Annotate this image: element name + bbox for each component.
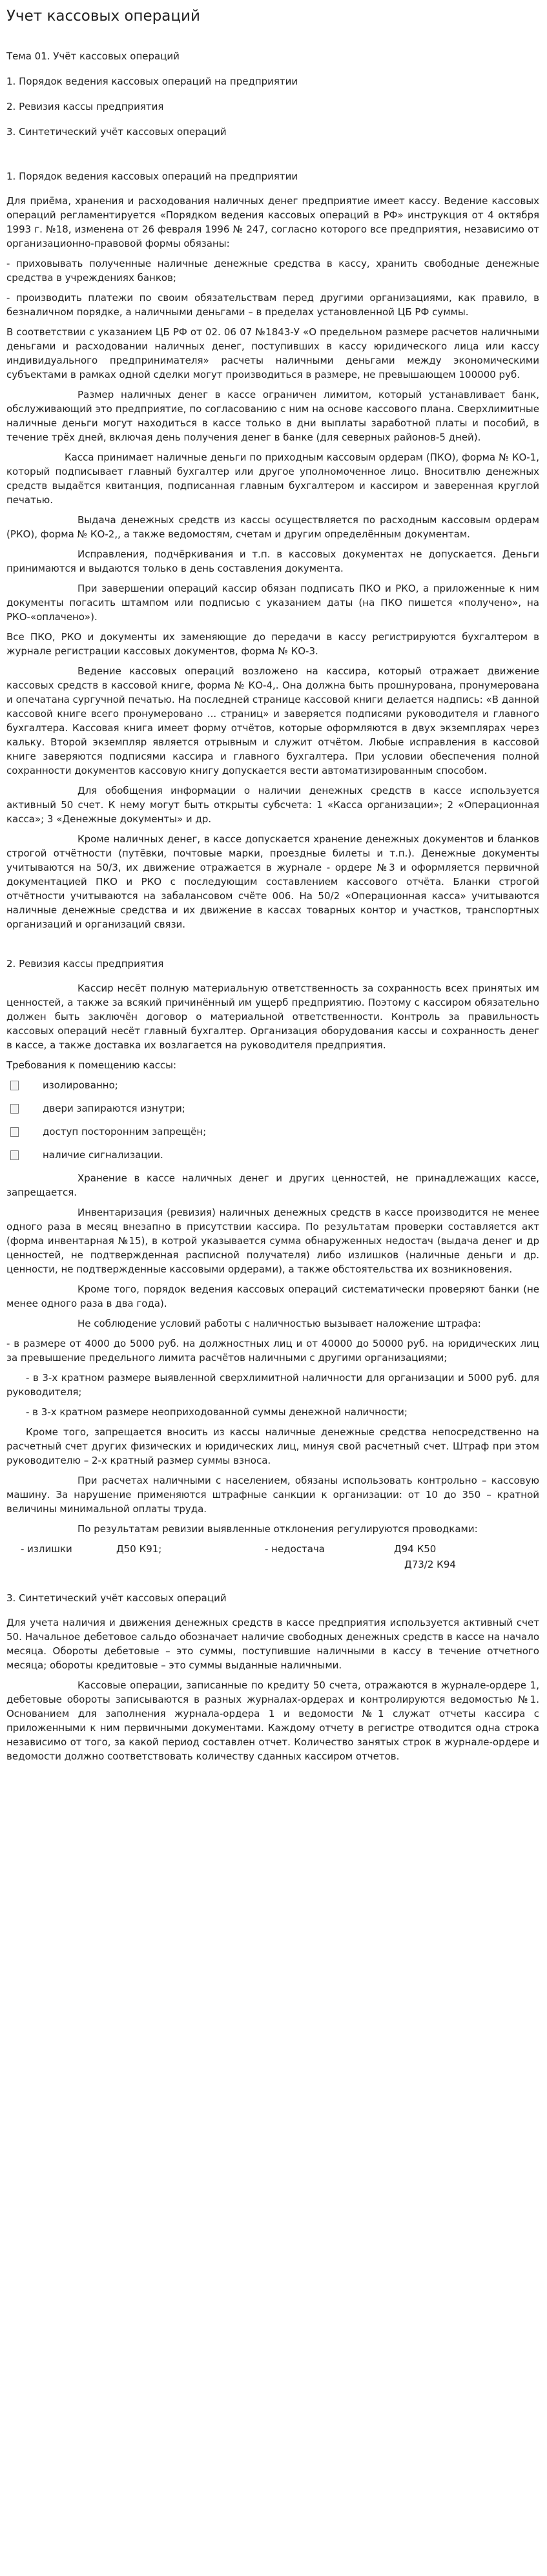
shortage-entry: Д73/2 К94 xyxy=(404,1559,456,1570)
accounting-entries xyxy=(6,1542,539,1556)
surplus-label: - излишки xyxy=(21,1543,72,1555)
requirements-title: Требования к помещению кассы: xyxy=(6,1059,177,1071)
list-item: изолированно; xyxy=(6,1078,539,1092)
shortage-label: - недостача xyxy=(265,1543,325,1555)
paragraph: Исправления, подчёркивания и т.п. в кассовых документах не допускается. Деньги принимаются и выдаются только в день составления документа. xyxy=(6,548,539,574)
requirements-list xyxy=(6,1078,539,1162)
paragraph: Кассовые операции, записанные по кредиту 50 счета, отражаются в журнале-ордере 1, дебетовые обороты записываются в разных журналах-ордерах и контролируются ведомостью №1. Основанием для заполнения журнала-ордера 1 и ведомости №1 служат отчеты кассира с приложенными к ним первичными документами. Каждому отчету в регистре отводится одна строка независимо от того, за какой период составлен отчет. Количество занятых строк в журнале-ордере и ведомости должно соответствовать количеству сданных кассиром отчетов. xyxy=(6,1679,539,1762)
paragraph: Для обобщения информации о наличии денежных средств в кассе используется активный 50 счет. К нему могут быть открыты субсчета: 1 «Касса организации»; 2 «Операционная касса»; 3 «Денежные документы» и др. xyxy=(6,785,539,825)
paragraph: Не соблюдение условий работы с наличностью вызывает наложение штрафа: xyxy=(77,1318,481,1329)
section-1 xyxy=(6,169,539,931)
list-item: двери запираются изнутри; xyxy=(6,1101,539,1116)
paragraph: - в 3-х кратном размере выявленной сверхлимитной наличности для организации и 5000 руб. для руководителя; xyxy=(6,1372,539,1398)
bullet-icon xyxy=(10,1127,19,1137)
paragraph: Кроме того, запрещается вносить из кассы наличные денежные средства непосредственно на расчетный счет других физических и юридических лиц, минуя свой расчетный счет. Штраф при этом руководителю – 2-х кратный размер суммы взноса. xyxy=(6,1426,539,1466)
list-item: наличие сигнализации. xyxy=(6,1148,539,1162)
paragraph: Все ПКО, РКО и документы их заменяющие до передачи в кассу регистрируются бухгалтером в журнале регистрации кассовых документов, форма № КО-3. xyxy=(6,631,539,657)
paragraph: Кроме наличных денег, в кассе допускается хранение денежных документов и бланков строгой отчётности (путёвки, почтовые марки, проездные билеты и т.п.). Денежные документы учитываются на 50/3, их движение отражается в журнале - ордере №3 и оформляется первичной документацией ПКО и РКО с последующим составлением кассового отчёта. Бланки строгой отчётности учитываются на забалансовом счёте 006. На 50/2 «Операционная касса» учитываются наличные денежные средства и их движение в кассах товарных контор и участков, транспортных организаций и организаций связи. xyxy=(6,833,539,930)
bullet-icon xyxy=(10,1104,19,1114)
paragraph: Размер наличных денег в кассе ограничен лимитом, который устанавливает банк, обслуживающий это предприятие, по согласованию с ним на основе кассового плана. Сверхлимитные наличные деньги могут находиться в кассе только в дни выплаты заработной платы и пособий, в течение трёх дней, включая день получения денег в банке (для северных районов-5 дней). xyxy=(6,389,539,443)
toc-item: 3. Синтетический учёт кассовых операций xyxy=(6,126,227,138)
list-item: доступ посторонним запрещён; xyxy=(6,1125,539,1139)
paragraph: При завершении операций кассир обязан подписать ПКО и РКО, а приложенные к ним документы погасить штампом или подписью с указанием даты (на ПКО пишется «получено», на РКО-«оплачено»). xyxy=(6,583,539,623)
paragraph: Ведение кассовых операций возложено на кассира, который отражает движение кассовых средств в кассовой книге, форма № КО-4,. Она должна быть прошнурована, пронумерована и опечатана сургучной печатью. На последней странице кассовой книги делается надпись: «В данной кассовой книге всего пронумеровано ... страниц» и заверяется подписями руководителя и главного бухгалтера. Кассовая книга имеет форму отчётов, которые оформляются в двух экземплярах через кальку. Второй экземпляр является отрывным и служит отчётом. Любые исправления в кассовой книге заверяются подписями кассира и главного бухгалтера. При условии обеспечения полной сохранности документов кассовую книгу допускается вести автоматизированным способом. xyxy=(6,665,539,776)
accounting-entries-continued xyxy=(6,1557,539,1572)
bullet-icon xyxy=(10,1081,19,1090)
paragraph: - в размере от 4000 до 5000 руб. на должностных лиц и от 40000 до 50000 руб. на юридических лиц за превышение предельного лимита расчётов наличными с другими организациями; xyxy=(6,1338,539,1364)
paragraph: - в 3-х кратном размере неоприходованной суммы денежной наличности; xyxy=(26,1406,408,1418)
paragraph: Для учета наличия и движения денежных средств в кассе предприятия используется активный счет 50. Начальное дебетовое сальдо обозначает наличие свободных денежных средств в кассе на начало месяца. Обороты дебетовые – это суммы, поступившие наличными в кассу в течение отчетного месяца; обороты кредитовые – это суммы выданные наличными. xyxy=(6,1617,539,1671)
paragraph: - приховывать полученные наличные денежные средства в кассу, хранить свободные денежные средства в учреждениях банков; xyxy=(6,258,539,284)
paragraph: При расчетах наличными с населением, обязаны использовать контрольно – кассовую машину. За нарушение применяются штрафные санкции к организации: от 10 до 350 – кратной величины минимальной оплаты труда. xyxy=(6,1475,539,1515)
paragraph: Выдача денежных средств из кассы осуществляется по расходным кассовым ордерам (РКО), форма № КО-2,, а также ведомостям, счетам и другим определённым документам. xyxy=(6,514,539,540)
paragraph: Для приёма, хранения и расходования наличных денег предприятие имеет кассу. Ведение кассовых операций регламентируется «Порядком ведения кассовых операций в РФ» инструкция от 4 октября 1993 г. №18, изменена от 26 февраля 1996 № 247, согласно которого все предприятия, независимо от организационно-правовой формы обязаны: xyxy=(6,195,539,249)
section-heading: 1. Порядок ведения кассовых операций на предприятии xyxy=(6,171,298,182)
page-title: Учет кассовых операций xyxy=(6,8,200,25)
toc-item: 2. Ревизия кассы предприятия xyxy=(6,101,164,112)
section-2 xyxy=(6,957,539,1572)
paragraph: Кроме того, порядок ведения кассовых операций систематически проверяют банки (не менее одного раза в два года). xyxy=(6,1283,539,1309)
paragraph: - производить платежи по своим обязательствам перед другими организациями, как правило, в безналичном порядке, а наличными деньгами – в пределах установленной ЦБ РФ суммы. xyxy=(6,292,539,318)
shortage-entry: Д94 К50 xyxy=(394,1543,437,1555)
paragraph: Хранение в кассе наличных денег и других ценностей, не принадлежащих кассе, запрещается. xyxy=(6,1172,539,1198)
bullet-icon xyxy=(10,1150,19,1160)
toc-item: 1. Порядок ведения кассовых операций на предприятии xyxy=(6,76,298,87)
section-3 xyxy=(6,1591,539,1763)
paragraph: В соответствии с указанием ЦБ РФ от 02. 06 07 №1843-У «О предельном размере расчетов наличными деньгами и расходовании наличных денег, поступивших в кассу юридического лица или кассу индивидуального предпринимателя» расчеты наличными деньгами между экономическими субъектами в рамках одной сделки могут производиться в размере, не превышающем 100000 руб. xyxy=(6,326,539,380)
section-heading: 3. Синтетический учёт кассовых операций xyxy=(6,1592,227,1604)
section-heading: 2. Ревизия кассы предприятия xyxy=(6,958,164,970)
paragraph: По результатам ревизии выявленные отклонения регулируются проводками: xyxy=(77,1523,478,1535)
paragraph: Инвентаризация (ревизия) наличных денежных средств в кассе производится не менее одного раза в месяц внезапно в присутствии кассира. По результатам проверки составляется акт (форма инвентарная №15), в котрой указывается сумма обнаруженных недостач (выдача денег и др ценностей, не подтвержденная расписной получателя) либо излишков (наличные деньги и др. ценности, не подтвержденные кассовыми ордерами), а также обстоятельства их возникновения. xyxy=(6,1207,539,1275)
topic-line: Тема 01. Учёт кассовых операций xyxy=(6,50,180,62)
paragraph: Касса принимает наличные деньги по приходным кассовым ордерам (ПКО), форма № КО-1, который подписывает главный бухгалтер или другое уполномоченное лицо. Вноситвлю денежных средств выдаётся квитанция, подписанная главным бухгалтером и кассиром и заверенная круглой печатью. xyxy=(6,452,539,506)
surplus-entry: Д50 К91; xyxy=(116,1543,162,1555)
paragraph: Кассир несёт полную материальную ответственность за сохранность всех принятых им ценностей, а также за всякий причинённый им ущерб предприятию. Поэтому с кассиром обязательно должен быть заключён договор о материальной ответственности. Контроль за правильность кассовых операций несёт главный бухгалтер. Организация оборудования кассы и сохранность денег в кассе, а также доставка их возлагается на руководителя предприятия. xyxy=(6,982,539,1051)
table-of-contents xyxy=(6,49,539,139)
